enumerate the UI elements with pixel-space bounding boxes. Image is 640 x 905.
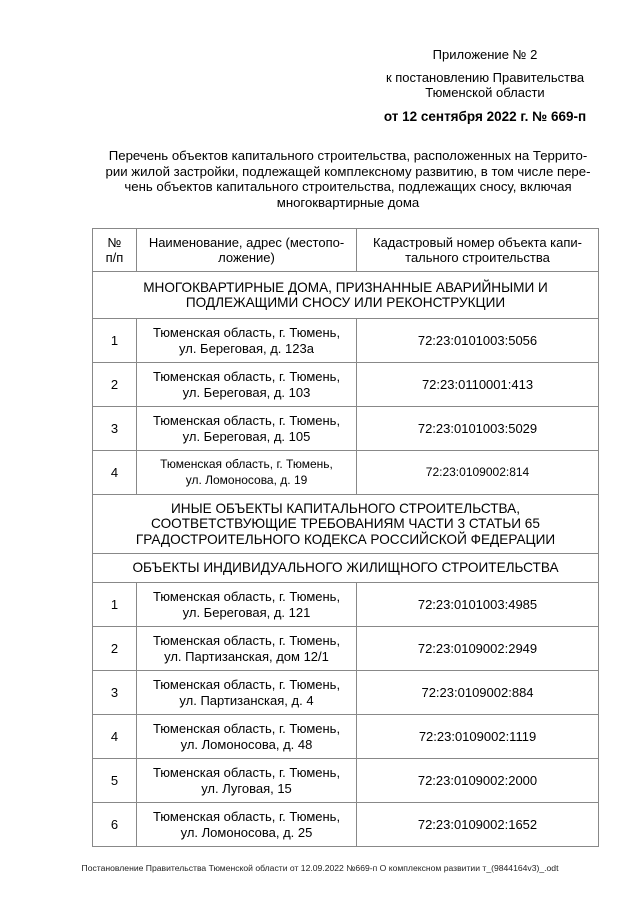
row-cadastral-number: 72:23:0101003:4985 — [357, 583, 599, 627]
objects-table — [92, 228, 599, 847]
address-line-2: ул. Береговая, д. 121 — [182, 604, 311, 620]
section-line-2: СООТВЕТСТВУЮЩИЕ ТРЕБОВАНИЯМ ЧАСТИ 3 СТАТЬИ 65 — [151, 516, 540, 532]
row-address — [137, 759, 357, 803]
address-line-2: ул. Береговая, д. 105 — [182, 428, 311, 444]
address-line-1: Тюменская область, г. Тюмень, — [152, 369, 341, 384]
row-number: 3 — [93, 407, 137, 451]
header-number — [93, 229, 137, 272]
resolution-line-1: к постановлению Правительства — [385, 70, 585, 85]
row-address — [137, 583, 357, 627]
address-line-2: ул. Береговая, д. 123а — [179, 340, 314, 356]
address-line-1: Тюменская область, г. Тюмень, — [160, 457, 333, 471]
row-address — [137, 715, 357, 759]
address-line-1: Тюменская область, г. Тюмень, — [152, 677, 341, 692]
row-cadastral-number: 72:23:0101003:5056 — [357, 319, 599, 363]
table-row — [93, 583, 599, 627]
row-cadastral-number: 72:23:0101003:5029 — [357, 407, 599, 451]
row-address — [137, 363, 357, 407]
header-cadastral-number — [357, 229, 599, 272]
table-row — [93, 803, 599, 847]
row-address — [137, 627, 357, 671]
row-address — [137, 319, 357, 363]
header-name-line-1: Наименование, адрес (местопо- — [148, 234, 345, 250]
row-cadastral-number: 72:23:0109002:814 — [357, 451, 599, 495]
table-row — [93, 319, 599, 363]
section-heading — [93, 272, 599, 319]
document-title — [88, 148, 608, 210]
table-header-row — [93, 229, 599, 272]
section-heading — [93, 495, 599, 554]
section-line-2: ПОДЛЕЖАЩИМИ СНОСУ ИЛИ РЕКОНСТРУКЦИИ — [185, 295, 506, 310]
address-line-1: Тюменская область, г. Тюмень, — [152, 413, 341, 428]
table-row — [93, 407, 599, 451]
header-name-line-2: ложение) — [218, 250, 275, 265]
individual-housing-rows — [93, 583, 599, 847]
address-line-2: ул. Ломоносова, д. 19 — [185, 472, 308, 487]
row-cadastral-number: 72:23:0109002:1119 — [357, 715, 599, 759]
address-line-1: Тюменская область, г. Тюмень, — [152, 589, 341, 604]
row-number: 5 — [93, 759, 137, 803]
row-number: 3 — [93, 671, 137, 715]
row-address — [137, 451, 357, 495]
row-cadastral-number: 72:23:0109002:1652 — [357, 803, 599, 847]
header-name-address — [137, 229, 357, 272]
row-number: 2 — [93, 363, 137, 407]
row-number: 1 — [93, 583, 137, 627]
section-row-individual-housing — [93, 554, 599, 583]
table-row — [93, 363, 599, 407]
section-heading: ОБЪЕКТЫ ИНДИВИДУАЛЬНОГО ЖИЛИЩНОГО СТРОИТЕЛЬСТВА — [93, 554, 599, 583]
address-line-1: Тюменская область, г. Тюмень, — [152, 633, 341, 648]
resolution-reference — [360, 70, 610, 100]
address-line-2: ул. Луговая, 15 — [201, 780, 292, 796]
header-cadastral-line-1: Кадастровый номер объекта капи- — [373, 234, 582, 250]
row-cadastral-number: 72:23:0109002:884 — [357, 671, 599, 715]
row-address — [137, 407, 357, 451]
section-line-1: ИНЫЕ ОБЪЕКТЫ КАПИТАЛЬНОГО СТРОИТЕЛЬСТВА, — [171, 500, 520, 516]
resolution-line-2: Тюменской области — [425, 85, 545, 100]
title-line-2: рии жилой застройки, подлежащей комплексному развитию, в том числе пере- — [105, 163, 591, 179]
row-number: 1 — [93, 319, 137, 363]
table-row — [93, 759, 599, 803]
row-address — [137, 803, 357, 847]
title-line-3: чень объектов капитального строительства, подлежащих сносу, включая — [124, 179, 572, 194]
section-row-emergency — [93, 272, 599, 319]
address-line-2: ул. Партизанская, д. 4 — [179, 692, 314, 708]
address-line-1: Тюменская область, г. Тюмень, — [152, 721, 341, 736]
row-number: 6 — [93, 803, 137, 847]
file-footer: Постановление Правительства Тюменской области от 12.09.2022 №669-п О комплексном развитии т_(9844164v3)_.odt — [81, 863, 559, 873]
row-cadastral-number: 72:23:0110001:413 — [357, 363, 599, 407]
section-row-other — [93, 495, 599, 554]
row-number: 2 — [93, 627, 137, 671]
header-number-line-1: № — [107, 234, 122, 250]
address-line-2: ул. Ломоносова, д. 25 — [180, 824, 313, 840]
table-row — [93, 451, 599, 495]
row-address — [137, 671, 357, 715]
resolution-date-number: от 12 сентября 2022 г. № 669-п — [383, 109, 587, 124]
row-cadastral-number: 72:23:0109002:2949 — [357, 627, 599, 671]
row-number: 4 — [93, 451, 137, 495]
table-row — [93, 671, 599, 715]
section-line-3: ГРАДОСТРОИТЕЛЬНОГО КОДЕКСА РОССИЙСКОЙ ФЕДЕРАЦИИ — [135, 531, 556, 547]
table-row — [93, 715, 599, 759]
address-line-1: Тюменская область, г. Тюмень, — [152, 809, 341, 824]
appendix-label: Приложение № 2 — [432, 47, 538, 62]
section-line-1: МНОГОКВАРТИРНЫЕ ДОМА, ПРИЗНАННЫЕ АВАРИЙНЫМИ И — [143, 279, 548, 295]
address-line-2: ул. Ломоносова, д. 48 — [180, 736, 313, 752]
row-cadastral-number: 72:23:0109002:2000 — [357, 759, 599, 803]
address-line-2: ул. Партизанская, дом 12/1 — [164, 648, 329, 664]
header-cadastral-line-2: тального строительства — [405, 250, 550, 265]
address-line-1: Тюменская область, г. Тюмень, — [152, 765, 341, 780]
table-row — [93, 627, 599, 671]
row-number: 4 — [93, 715, 137, 759]
title-line-4: многоквартирные дома — [276, 194, 420, 210]
address-line-2: ул. Береговая, д. 103 — [182, 384, 311, 400]
address-line-1: Тюменская область, г. Тюмень, — [152, 325, 341, 340]
header-number-line-2: п/п — [105, 250, 124, 265]
emergency-rows — [93, 319, 599, 495]
title-line-1: Перечень объектов капитального строительства, расположенных на Террито- — [108, 148, 588, 163]
